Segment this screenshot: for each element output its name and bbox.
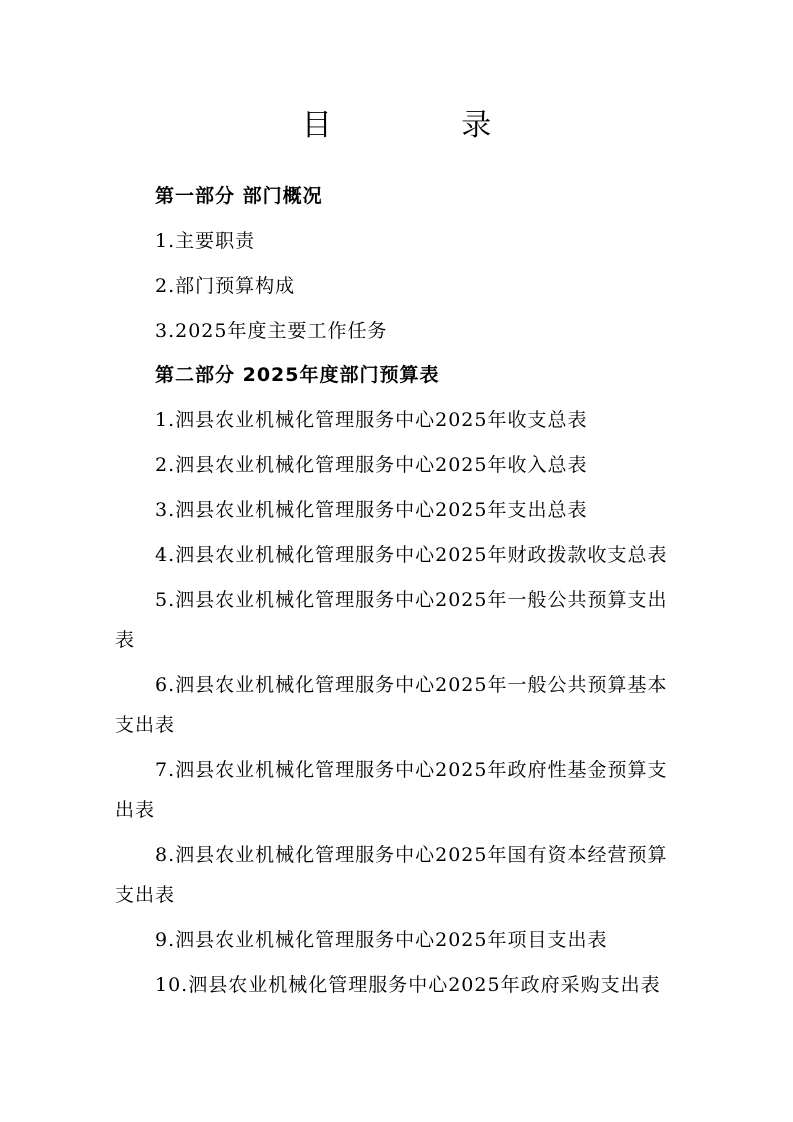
toc-item: 5.泗县农业机械化管理服务中心2025年一般公共预算支出表: [115, 589, 668, 651]
table-of-contents: [115, 172, 675, 1005]
toc-item: 3.泗县农业机械化管理服务中心2025年支出总表: [155, 499, 588, 521]
toc-item: 6.泗县农业机械化管理服务中心2025年一般公共预算基本支出表: [115, 674, 668, 736]
toc-item: 1.主要职责: [155, 230, 256, 252]
toc-item: 2.部门预算构成: [155, 275, 296, 297]
toc-item: 3.2025年度主要工作任务: [155, 320, 388, 342]
toc-item: 4.泗县农业机械化管理服务中心2025年财政拨款收支总表: [155, 544, 668, 566]
toc-item: 9.泗县农业机械化管理服务中心2025年项目支出表: [155, 929, 608, 951]
toc-item: 8.泗县农业机械化管理服务中心2025年国有资本经营预算支出表: [115, 844, 668, 906]
section-heading-2: 第二部分 2025年度部门预算表: [155, 364, 440, 386]
section-heading-1: 第一部分 部门概况: [155, 185, 323, 207]
page-title: 目 录: [301, 108, 552, 143]
toc-item: 10.泗县农业机械化管理服务中心2025年政府采购支出表: [155, 974, 661, 996]
toc-item: 2.泗县农业机械化管理服务中心2025年收入总表: [155, 454, 588, 476]
toc-item: 1.泗县农业机械化管理服务中心2025年收支总表: [155, 409, 588, 431]
toc-item: 7.泗县农业机械化管理服务中心2025年政府性基金预算支出表: [115, 759, 668, 821]
